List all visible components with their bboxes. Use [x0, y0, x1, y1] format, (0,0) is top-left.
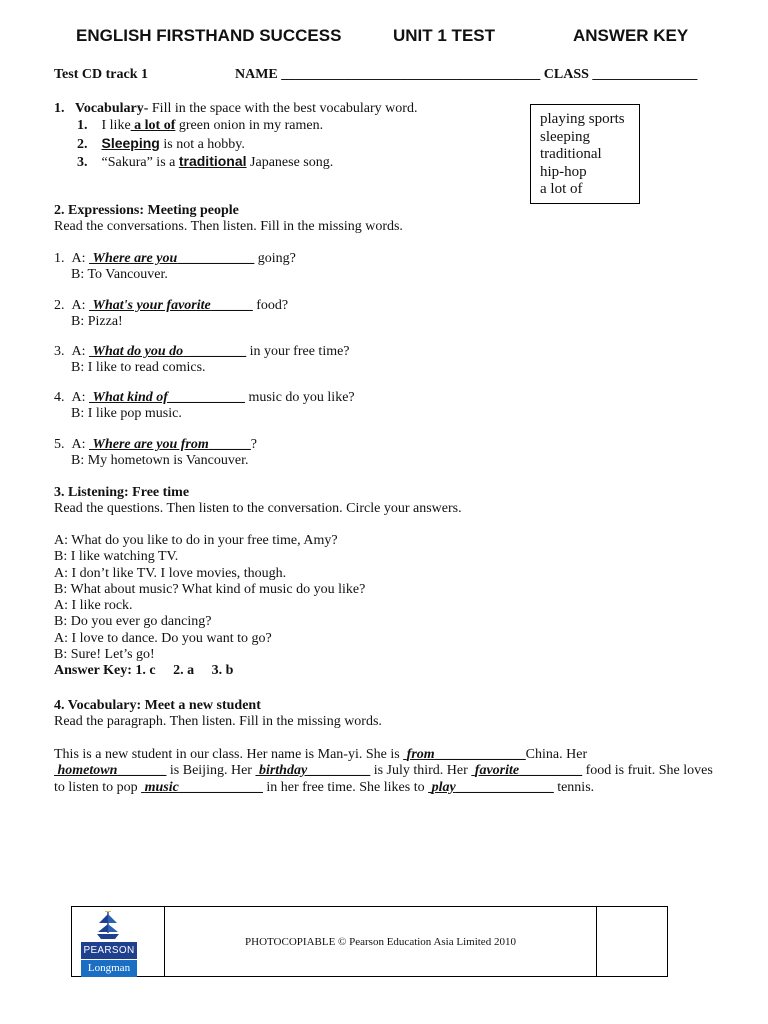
ship-icon [95, 911, 121, 941]
item-number: 2. [54, 298, 65, 313]
name-label: NAME [235, 67, 278, 82]
section4-instruction: Read the paragraph. Then listen. Fill in the missing words. [54, 714, 382, 729]
listening-answer-key: Answer Key: 1. c 2. a 3. b [54, 663, 234, 679]
answer-text[interactable]: What do you do [92, 344, 184, 359]
section1-item [77, 135, 245, 153]
item-text: going? [254, 251, 296, 266]
dialogue-line: B: Sure! Let’s go! [54, 647, 155, 663]
word-box [530, 104, 640, 204]
paragraph-text: is July third. Her [370, 763, 472, 778]
section1-item [77, 118, 323, 134]
speaker-a: A: [71, 437, 89, 452]
dialogue-line: A: I don’t like TV. I love movies, though. [54, 565, 287, 581]
class-label: CLASS [543, 67, 589, 82]
paragraph-text: in her free time. She likes to [262, 780, 429, 795]
item-text: “Sakura” is a [101, 155, 179, 170]
answer-key-title: ANSWER KEY [573, 26, 689, 45]
blank: ________ [183, 344, 247, 359]
class-field[interactable]: _______________ [592, 67, 698, 82]
item-number: 1. [54, 251, 65, 266]
blank: ____________ [178, 780, 263, 795]
section2-title: 2. Expressions: Meeting people [54, 203, 239, 218]
copyright-notice: PHOTOCOPIABLE © Pearson Education Asia Limited 2010 [245, 936, 516, 948]
paragraph-text: is Beijing. Her [166, 763, 256, 778]
item-number: 1. [77, 118, 88, 133]
answer-text[interactable]: Where are you from [92, 437, 209, 452]
answer-text[interactable]: music [144, 780, 179, 795]
item-text: music do you like? [244, 390, 355, 405]
blank: _______ [117, 763, 167, 778]
item-number: 3. [54, 344, 65, 359]
listening-dialogue [54, 533, 365, 680]
answer-text[interactable]: What kind of [92, 390, 168, 405]
dialogue-item [54, 437, 257, 470]
item-text: is not a hobby. [159, 137, 245, 152]
paragraph-line [54, 747, 587, 763]
section4-title: 4. Vocabulary: Meet a new student [54, 698, 261, 713]
blank: ______________ [455, 780, 554, 795]
dialogue-item [54, 344, 350, 377]
dialogue-item [54, 298, 288, 331]
paragraph-line [54, 780, 594, 796]
paragraph-text: This is a new student in our class. Her name is Man-yi. She is [54, 747, 404, 762]
blank: ______ [208, 437, 251, 452]
speaker-b: B: Pizza! [71, 314, 123, 330]
item-number: 2. [77, 137, 88, 152]
paragraph-line [54, 763, 713, 779]
section1-item [77, 153, 333, 171]
footer-table [71, 906, 668, 977]
word-box-item: a lot of [540, 181, 583, 197]
footer-empty-cell [596, 907, 667, 976]
speaker-b: B: My hometown is Vancouver. [71, 453, 249, 469]
answer-text[interactable]: from [406, 747, 435, 762]
answer-text[interactable]: traditional [178, 153, 247, 169]
answer-text[interactable]: a lot of [130, 118, 176, 133]
dialogue-line: B: What about music? What kind of music do you like? [54, 581, 366, 597]
item-number: 3. [77, 155, 88, 170]
item-text: I like [101, 118, 131, 133]
dialogue-line: B: Do you ever go dancing? [54, 614, 212, 630]
answer-text[interactable]: Sleeping [101, 135, 160, 151]
speaker-b: B: I like pop music. [71, 406, 182, 422]
dialogue-line: A: I like rock. [54, 598, 133, 614]
course-title: ENGLISH FIRSTHAND SUCCESS [76, 26, 342, 45]
item-text: green onion in my ramen. [175, 118, 324, 133]
logo-longman-label: Longman [81, 960, 137, 977]
paragraph-text: to listen to pop [54, 780, 142, 795]
logo-pearson-label: PEARSON [81, 942, 137, 959]
section1-number: 1. [54, 101, 65, 116]
section1-heading [54, 101, 417, 117]
answer-text[interactable]: birthday [258, 763, 308, 778]
paragraph-text: food is fruit. She loves [582, 763, 713, 778]
logo-cell [72, 907, 165, 976]
blank: _________ [519, 763, 583, 778]
word-box-item: playing sports [540, 111, 625, 127]
dialogue-line: B: I like watching TV. [54, 549, 179, 565]
item-number: 4. [54, 390, 65, 405]
answer-text[interactable]: play [431, 780, 456, 795]
blank: ___________ [177, 251, 255, 266]
word-box-item: hip-hop [540, 163, 587, 180]
answer-text[interactable]: hometown [57, 763, 118, 778]
speaker-a: A: [71, 390, 89, 405]
blank: ___________ [167, 390, 245, 405]
unit-title: UNIT 1 TEST [393, 26, 496, 45]
speaker-b: B: To Vancouver. [71, 267, 168, 283]
answer-text[interactable]: favorite [474, 763, 520, 778]
section2-instruction: Read the conversations. Then listen. Fill in the missing words. [54, 219, 403, 234]
item-text: food? [252, 298, 289, 313]
section3-instruction: Read the questions. Then listen to the conversation. Circle your answers. [54, 501, 462, 516]
section1-instruction: Fill in the space with the best vocabulary word. [148, 101, 418, 116]
dialogue-item [54, 390, 355, 423]
name-row [235, 67, 697, 83]
dialogue-line: A: I love to dance. Do you want to go? [54, 630, 272, 646]
blank: ______ [210, 298, 253, 313]
item-text: Japanese song. [246, 155, 334, 170]
blank: _________ [307, 763, 371, 778]
speaker-b: B: I like to read comics. [71, 360, 206, 376]
word-box-item: traditional [540, 146, 602, 162]
cd-track-label: Test CD track 1 [54, 67, 148, 82]
paragraph-text: tennis. [553, 780, 595, 795]
item-text: in your free time? [246, 344, 350, 359]
speaker-a: A: [71, 298, 89, 313]
dialogue-line: A: What do you like to do in your free time, Amy? [54, 533, 338, 548]
speaker-a: A: [71, 344, 89, 359]
section1-title: Vocabulary- [75, 101, 149, 116]
name-field[interactable]: _____________________________________ [281, 67, 541, 82]
item-text: ? [250, 437, 257, 452]
word-box-item: sleeping [540, 128, 590, 145]
section3-title: 3. Listening: Free time [54, 485, 190, 500]
pearson-longman-logo [81, 911, 137, 975]
paragraph-text: China. Her [525, 747, 588, 762]
blank: _____________ [434, 747, 526, 762]
answer-text[interactable]: Where are you [92, 251, 178, 266]
answer-text[interactable]: What's your favorite [92, 298, 211, 313]
dialogue-item [54, 251, 296, 284]
item-number: 5. [54, 437, 65, 452]
speaker-a: A: [71, 251, 89, 266]
